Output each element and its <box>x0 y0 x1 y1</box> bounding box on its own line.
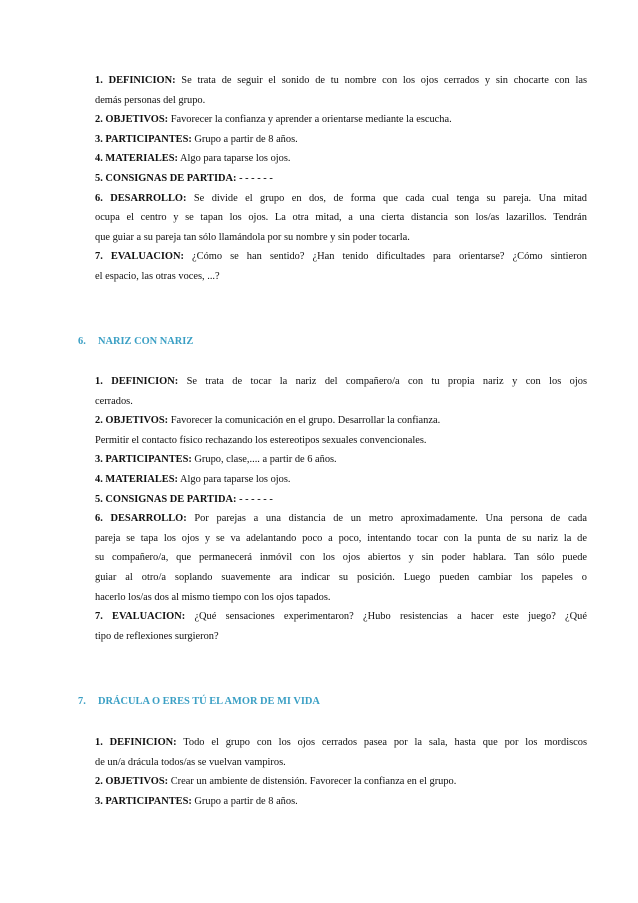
evaluacion-line-1: 7. EVALUACION: ¿Qué sensaciones experimentaron? ¿Hubo resistencias a hacer este juego? ¿Qué <box>95 611 587 623</box>
definicion-label: 1. DEFINICION: <box>95 376 179 387</box>
participantes-label: 3. PARTICIPANTES: <box>95 454 192 466</box>
section-6-heading <box>78 332 193 352</box>
definicion-line-2: demás personas del grupo. <box>95 94 206 106</box>
consignas-label: 5. CONSIGNAS DE PARTIDA: <box>95 172 237 184</box>
participantes-line: 3. PARTICIPANTES: Grupo a partir de 8 años. <box>95 133 298 145</box>
objetivos-line: 2. OBJETIVOS: Crear un ambiente de distensión. Favorecer la confianza en el grupo. <box>95 776 457 788</box>
desarrollo-line-1: 6. DESARROLLO: Se divide el grupo en dos, de forma que cada cual tenga su pareja. Una mitad <box>95 192 587 204</box>
participantes-label: 3. PARTICIPANTES: <box>95 795 192 807</box>
objetivos-line: 2. OBJETIVOS: Favorecer la comunicación en el grupo. Desarrollar la confianza. <box>95 415 441 427</box>
definicion-label: 1. DEFINICION: <box>95 75 176 86</box>
participantes-label: 3. PARTICIPANTES: <box>95 133 192 145</box>
evaluacion-label: 7. EVALUACION: <box>95 611 186 623</box>
definicion-line-1: 1. DEFINICION: Se trata de seguir el sonido de tu nombre con los ojos cerrados y sin chocarte con las <box>95 75 587 86</box>
desarrollo-line-2: ocupa el centro y se tapan los ojos. La otra mitad, a una cierta distancia son los/as lazarillos. Tendrán <box>95 212 587 224</box>
desarrollo-line-2: pareja se tapa los ojos y se va adelantando poco a poco, intentando tocar con la punta de su nariz la de <box>95 532 587 544</box>
section-7-title: DRÁCULA O ERES TÚ EL AMOR DE MI VIDA <box>98 696 320 707</box>
materiales-line: 4. MATERIALES: Algo para taparse los ojos. <box>95 473 291 485</box>
materiales-label: 4. MATERIALES: <box>95 473 178 485</box>
objetivos-label: 2. OBJETIVOS: <box>95 776 169 788</box>
objetivos-extra-line: Permitir el contacto físico rechazando los estereotipos sexuales convencionales. <box>95 434 427 446</box>
evaluacion-line-1: 7. EVALUACION: ¿Cómo se han sentido? ¿Han tenido dificultades para orientarse? ¿Cómo sintieron <box>95 251 587 263</box>
consignas-line: 5. CONSIGNAS DE PARTIDA: - - - - - - <box>95 493 273 505</box>
definicion-line-2: de un/a drácula todos/as se vuelvan vampiros. <box>95 756 286 768</box>
desarrollo-line-3: su compañero/a, que permanecerá inmóvil con los ojos abiertos y sin poder hablara. Tan sólo puede <box>95 552 587 564</box>
definicion-line-2: cerrados. <box>95 395 133 407</box>
evaluacion-line-2: tipo de reflexiones surgieron? <box>95 630 219 642</box>
objetivos-line: 2. OBJETIVOS: Favorecer la confianza y aprender a orientarse mediante la escucha. <box>95 114 452 126</box>
consignas-line: 5. CONSIGNAS DE PARTIDA: - - - - - - <box>95 172 273 184</box>
materiales-line: 4. MATERIALES: Algo para taparse los ojos. <box>95 153 291 165</box>
section-7-number: 7. <box>78 696 86 707</box>
section-5-body <box>95 71 587 287</box>
materiales-label: 4. MATERIALES: <box>95 153 178 165</box>
definicion-label: 1. DEFINICION: <box>95 737 177 748</box>
evaluacion-line-2: el espacio, las otras voces, ...? <box>95 270 220 282</box>
desarrollo-line-5: hacerlo los/as dos al mismo tiempo con los ojos tapados. <box>95 591 331 603</box>
section-7-heading <box>78 692 320 712</box>
consignas-label: 5. CONSIGNAS DE PARTIDA: <box>95 493 237 505</box>
desarrollo-line-1: 6. DESARROLLO: Por parejas a una distancia de un metro aproximadamente. Una persona de cada <box>95 513 587 525</box>
desarrollo-line-4: guiar al otro/a soplando suavemente ara indicar su posición. Luego pueden cambiar los papeles o <box>95 571 587 583</box>
section-6-body <box>95 372 587 646</box>
desarrollo-label: 6. DESARROLLO: <box>95 513 187 525</box>
objetivos-label: 2. OBJETIVOS: <box>95 415 169 427</box>
section-6-title: NARIZ CON NARIZ <box>98 336 194 347</box>
desarrollo-line-3: que guiar a su pareja tan sólo llamándola por su nombre y sin poder tocarla. <box>95 231 410 243</box>
section-6-number: 6. <box>78 336 86 347</box>
objetivos-label: 2. OBJETIVOS: <box>95 114 169 126</box>
evaluacion-label: 7. EVALUACION: <box>95 251 184 263</box>
definicion-line-1: 1. DEFINICION: Se trata de tocar la nariz del compañero/a con tu propia nariz y con los ojos <box>95 376 587 387</box>
section-7-body <box>95 733 587 811</box>
participantes-line: 3. PARTICIPANTES: Grupo a partir de 8 años. <box>95 795 298 807</box>
definicion-line-1: 1. DEFINICION: Todo el grupo con los ojos cerrados pasea por la sala, hasta que por los mordiscos <box>95 737 587 748</box>
participantes-line: 3. PARTICIPANTES: Grupo, clase,.... a partir de 6 años. <box>95 454 337 466</box>
desarrollo-label: 6. DESARROLLO: <box>95 192 187 204</box>
